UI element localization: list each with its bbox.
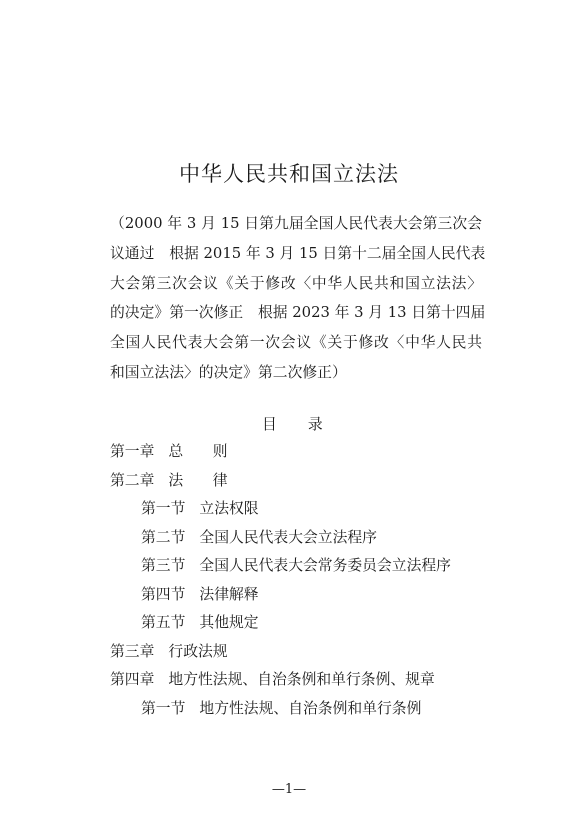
toc-section-row <box>141 497 259 521</box>
toc-item-number: 第四节 <box>141 585 186 603</box>
toc-item-title: 行政法规 <box>168 642 228 660</box>
toc-item-title: 法律解释 <box>199 585 259 603</box>
document-title: 中华人民共和国立法法 <box>179 162 399 186</box>
toc-item-number: 第二节 <box>141 528 186 546</box>
toc-item-title: 地方性法规、自治条例和单行条例 <box>199 699 422 717</box>
preamble-line: 议通过 根据 2015 年 3 月 15 日第十二届全国人民代表 <box>110 244 486 262</box>
toc-heading <box>262 413 323 437</box>
toc-item-title: 总 则 <box>168 443 228 460</box>
toc-item-number: 第二章 <box>110 471 155 489</box>
preamble-line: 全国人民代表大会第一次会议《关于修改〈中华人民共 <box>110 334 482 352</box>
toc-item-number: 第一章 <box>110 443 155 460</box>
toc-item-number: 第五节 <box>141 614 186 631</box>
preamble-line: （2000 年 3 月 15 日第九届全国人民代表大会第三次会 <box>110 215 482 232</box>
toc-section-row <box>141 554 451 578</box>
toc-item-number: 第一节 <box>141 699 186 717</box>
toc-section-row <box>141 583 259 607</box>
page-number: —1— <box>271 782 307 797</box>
toc-item-number: 第三节 <box>141 557 186 574</box>
preamble <box>110 209 486 388</box>
toc-heading-left: 目 <box>262 416 277 433</box>
toc-item-number: 第三章 <box>110 642 155 660</box>
toc-item-title: 地方性法规、自治条例和单行条例、规章 <box>168 671 435 688</box>
toc-item-title: 全国人民代表大会常务委员会立法程序 <box>199 557 451 574</box>
toc-item-title: 法 律 <box>168 471 228 489</box>
toc-chapter-row <box>110 469 228 493</box>
toc-item-title: 立法权限 <box>199 500 259 517</box>
preamble-line: 大会第三次会议《关于修改〈中华人民共和国立法法〉 <box>110 274 482 292</box>
toc-section-row <box>141 697 421 721</box>
toc-item-number: 第四章 <box>110 671 155 688</box>
toc-section-row <box>141 611 259 635</box>
toc-chapter-row <box>110 668 435 692</box>
toc-heading-right: 录 <box>307 416 323 433</box>
preamble-line: 和国立法法〉的决定》第二次修正） <box>110 363 347 381</box>
preamble-line: 的决定》第一次修正 根据 2023 年 3 月 13 日第十四届 <box>110 304 486 322</box>
toc-item-number: 第一节 <box>141 500 186 517</box>
toc-item-title: 全国人民代表大会立法程序 <box>199 528 377 546</box>
toc-chapter-row <box>110 640 228 664</box>
toc-chapter-row <box>110 440 228 464</box>
toc-section-row <box>141 526 377 550</box>
toc-item-title: 其他规定 <box>199 614 259 631</box>
